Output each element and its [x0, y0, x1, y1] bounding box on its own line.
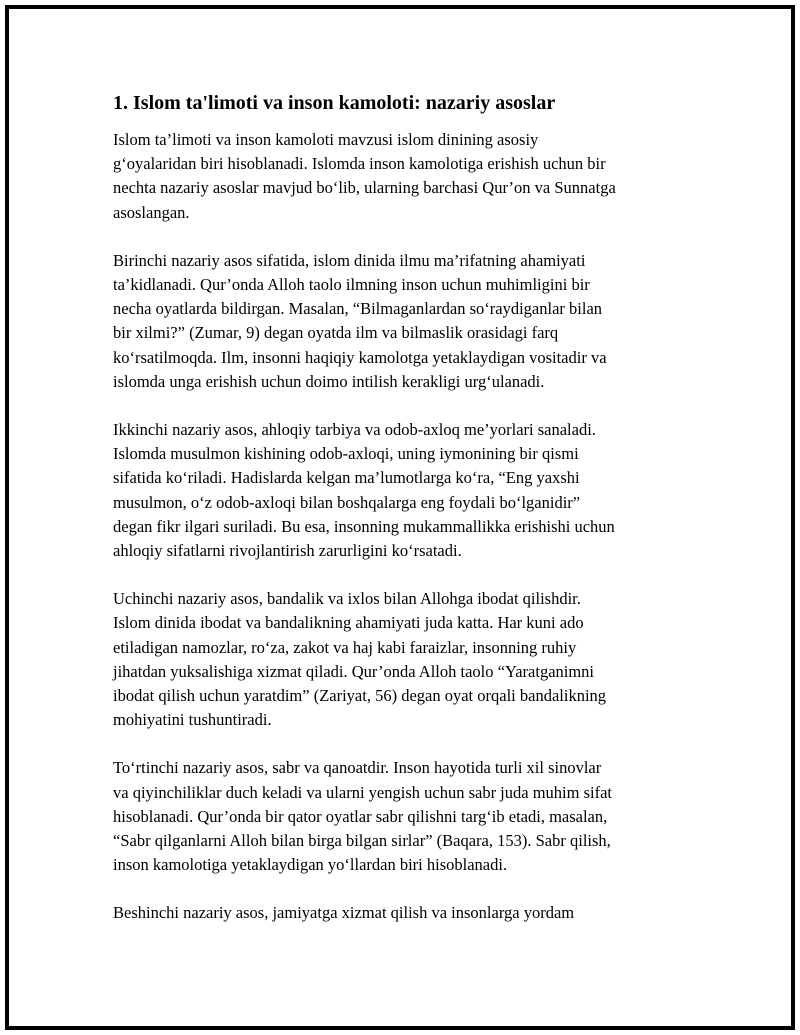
text-line: Islomda musulmon kishining odob-axloqi, uning iymonining bir qismi — [113, 444, 579, 464]
text-line: inson kamolotiga yetaklaydigan yo‘llardan biri hisoblanadi. — [113, 855, 508, 875]
paragraph — [113, 249, 693, 394]
text-line: “Sabr qilganlarni Alloh bilan birga bilgan sirlar” (Baqara, 153). Sabr qilish, — [113, 831, 611, 851]
text-line: hisoblanadi. Qur’onda bir qator oyatlar sabr qilishni targ‘ib etadi, masalan, — [113, 806, 608, 826]
text-line: Islom ta’limoti va inson kamoloti mavzusi islom dinining asosiy — [113, 130, 539, 149]
text-line: va qiyinchiliklar duch keladi va ularni yengish uchun sabr juda muhim sifat — [113, 782, 613, 802]
text-line: islomda unga erishish uchun doimo intilish kerakligi urg‘ulanadi. — [113, 371, 545, 391]
text-line: Islom dinida ibodat va bandalikning ahamiyati juda katta. Har kuni ado — [113, 613, 584, 633]
text-line: jihatdan yuksalishiga xizmat qiladi. Qur’onda Alloh taolo “Yaratganimni — [113, 661, 595, 681]
text-line: ko‘rsatilmoqda. Ilm, insonni haqiqiy kamolotga yetaklaydigan vositadir va — [113, 347, 607, 367]
text-line: ta’kidlanadi. Qur’onda Alloh taolo ilmning inson uchun muhimligini bir — [113, 275, 590, 295]
text-line: Ikkinchi nazariy asos, ahloqiy tarbiya va odob-axloq me’yorlari sanaladi. — [113, 420, 596, 440]
text-line: Uchinchi nazariy asos, bandalik va ixlos bilan Allohga ibodat qilishdir. — [113, 589, 581, 609]
section-heading: 1. Islom ta'limoti va inson kamoloti: nazariy asoslar — [113, 92, 556, 114]
text-line: sifatida ko‘riladi. Hadislarda kelgan ma’lumotlarga ko‘ra, “Eng yaxshi — [113, 468, 580, 488]
text-line: degan fikr ilgari suriladi. Bu esa, insonning mukammallikka erishishi uchun — [113, 516, 615, 536]
text-line: ibodat qilish uchun yaratdim” (Zariyat, 56) degan oyat orqali bandalikning — [113, 686, 607, 706]
text-line: ahloqiy sifatlarni rivojlantirish zarurligini ko‘rsatadi. — [113, 541, 462, 561]
text-line: etiladigan namozlar, ro‘za, zakot va haj kabi faraizlar, insonning ruhiy — [113, 637, 577, 657]
paragraph — [113, 128, 693, 225]
text-line: bir xilmi?” (Zumar, 9) degan oyatda ilm va bilmaslik orasidagi farq — [113, 323, 559, 343]
text-line: asoslangan. — [113, 202, 190, 222]
text-line: mohiyatini tushuntiradi. — [113, 710, 272, 730]
text-line: nechta nazariy asoslar mavjud bo‘lib, ularning barchasi Qur’on va Sunnatga — [113, 178, 616, 198]
paragraph — [113, 418, 693, 563]
text-line: Birinchi nazariy asos sifatida, islom dinida ilmu ma’rifatning ahamiyati — [113, 250, 586, 270]
text-line: g‘oyalaridan biri hisoblanadi. Islomda inson kamolotiga erishish uchun bir — [113, 154, 606, 174]
text-line: To‘rtinchi nazariy asos, sabr va qanoatdir. Inson hayotida turli xil sinovlar — [113, 758, 602, 778]
text-line: necha oyatlarda bildirgan. Masalan, “Bilmaganlardan so‘raydiganlar bilan — [113, 299, 603, 319]
text-line: musulmon, o‘z odob-axloqi bilan boshqalarga eng foydali bo‘lganidir” — [113, 492, 581, 512]
paragraph — [113, 756, 693, 877]
paragraph — [113, 587, 693, 732]
paragraph — [113, 901, 693, 925]
document-body — [113, 91, 693, 950]
paragraph-list — [113, 128, 693, 926]
text-line: Beshinchi nazariy asos, jamiyatga xizmat qilish va insonlarga yordam — [113, 903, 575, 923]
